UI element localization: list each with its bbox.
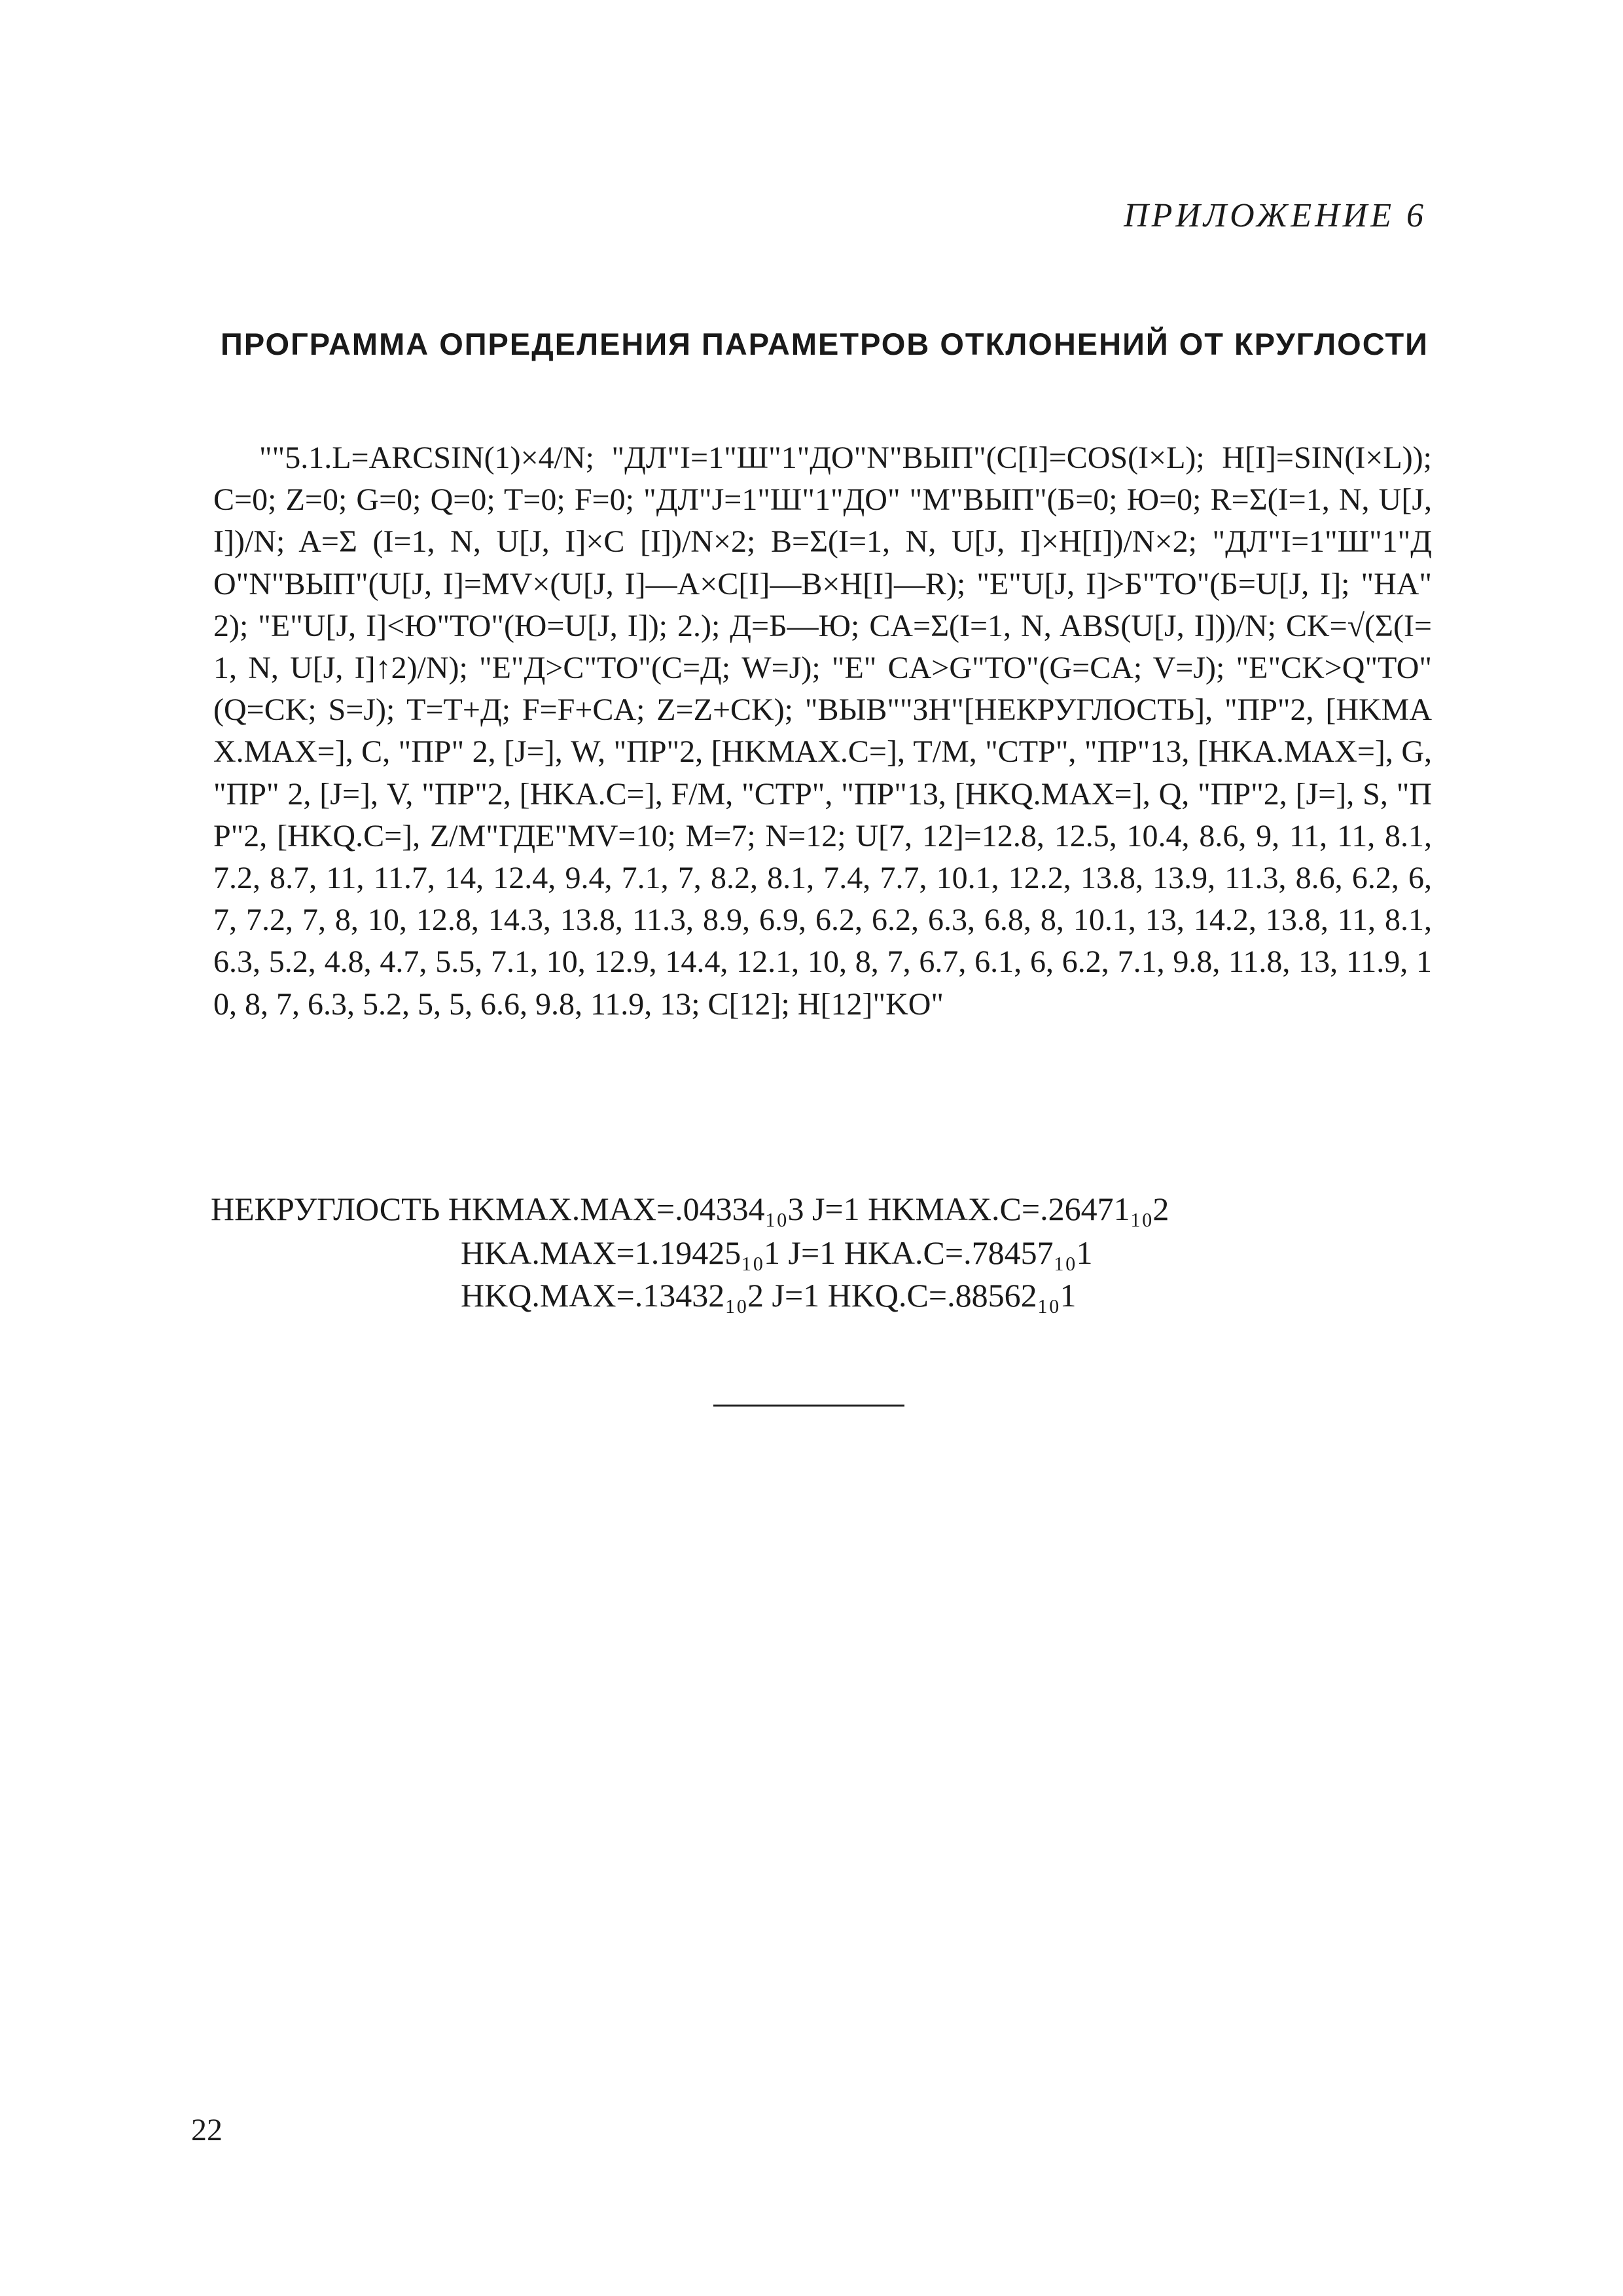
- section-divider: [713, 1405, 904, 1407]
- result-line-hkmax: НЕКРУГЛОСТЬ HKMAX.MAX=.04334₁₀3 J=1 HKMAX.C=.26471₁₀2: [211, 1191, 1169, 1227]
- result-line-hkq: HKQ.MAX=.13432₁₀2 J=1 HKQ.C=.88562₁₀1: [461, 1277, 1077, 1314]
- program-listing: ""5.1.L=ARCSIN(1)×4/N; "ДЛ"I=1"Ш"1"ДО"N"ВЫП"(C[I]=COS(I×L); H[I]=SIN(I×L)); C=0; Z=0; G=0; Q=0; T=0; F=0; "ДЛ"J=1"Ш"1"ДО" "M"ВЫП"(Б=0; Ю=0; R=Σ(I=1, N, U[J, I])/N; A=Σ (I=1, N, U[J, I]×C [I])/N×2; B=Σ(I=1, N, U[J, I]×H[I])/N×2; "ДЛ"I=1"Ш"1"ДО"N"ВЫП"(U[J, I]=MV×(U[J, I]—A×C[I]—B×H[I]—R); "E"U[J, I]>Б"ТО"(Б=U[J, I]; "HA" 2); "E"U[J, I]<Ю"ТО"(Ю=U[J, I]); 2.); Д=Б—Ю; CA=Σ(I=1, N, ABS(U[J, I]))/N; CK=√(Σ(I=1, N, U[J, I]↑2)/N); "E"Д>C"ТО"(C=Д; W=J); "E" CA>G"ТО"(G=CA; V=J); "E"CK>Q"ТО"(Q=CK; S=J); T=T+Д; F=F+CA; Z=Z+CK); "ВЫВ""ЗН"[НЕКРУГЛОСТЬ], "ПР"2, [HKMAX.MAX=], C, "ПР" 2, [J=], W, "ПР"2, [HKMAX.C=], T/M, "СТР", "ПР"13, [HKA.MAX=], G, "ПР" 2, [J=], V, "ПР"2, [HKA.C=], F/M, "СТР", "ПР"13, [HKQ.MAX=], Q, "ПР"2, [J=], S, "ПР"2, [HKQ.C=], Z/M"ГДЕ"MV=10; M=7; N=12; U[7, 12]=12.8, 12.5, 10.4, 8.6, 9, 11, 11, 8.1, 7.2, 8.7, 11, 11.7, 14, 12.4, 9.4, 7.1, 7, 8.2, 8.1, 7.4, 7.7, 10.1, 12.2, 13.8, 13.9, 11.3, 8.6, 6.2, 6, 7, 7.2, 7, 8, 10, 12.8, 14.3, 13.8, 11.3, 8.9, 6.9, 6.2, 6.2, 6.3, 6.8, 8, 10.1, 13, 14.2, 13.8, 11, 8.1, 6.3, 5.2, 4.8, 4.7, 5.5, 7.1, 10, 12.9, 14.4, 12.1, 10, 8, 7, 6.7, 6.1, 6, 6.2, 7.1, 9.8, 11.8, 13, 11.9, 10, 8, 7, 6.3, 5.2, 5, 5, 6.6, 9.8, 11.9, 13; C[12]; H[12]"KO": [213, 440, 1433, 1022]
- appendix-label: ПРИЛОЖЕНИЕ 6: [1124, 197, 1427, 234]
- result-line-hka: HKA.MAX=1.19425₁₀1 J=1 HKA.C=.78457₁₀1: [461, 1234, 1093, 1271]
- page-number: 22: [191, 2113, 223, 2147]
- page-title: ПРОГРАММА ОПРЕДЕЛЕНИЯ ПАРАМЕТРОВ ОТКЛОНЕНИЙ ОТ КРУГЛОСТИ: [221, 327, 1429, 361]
